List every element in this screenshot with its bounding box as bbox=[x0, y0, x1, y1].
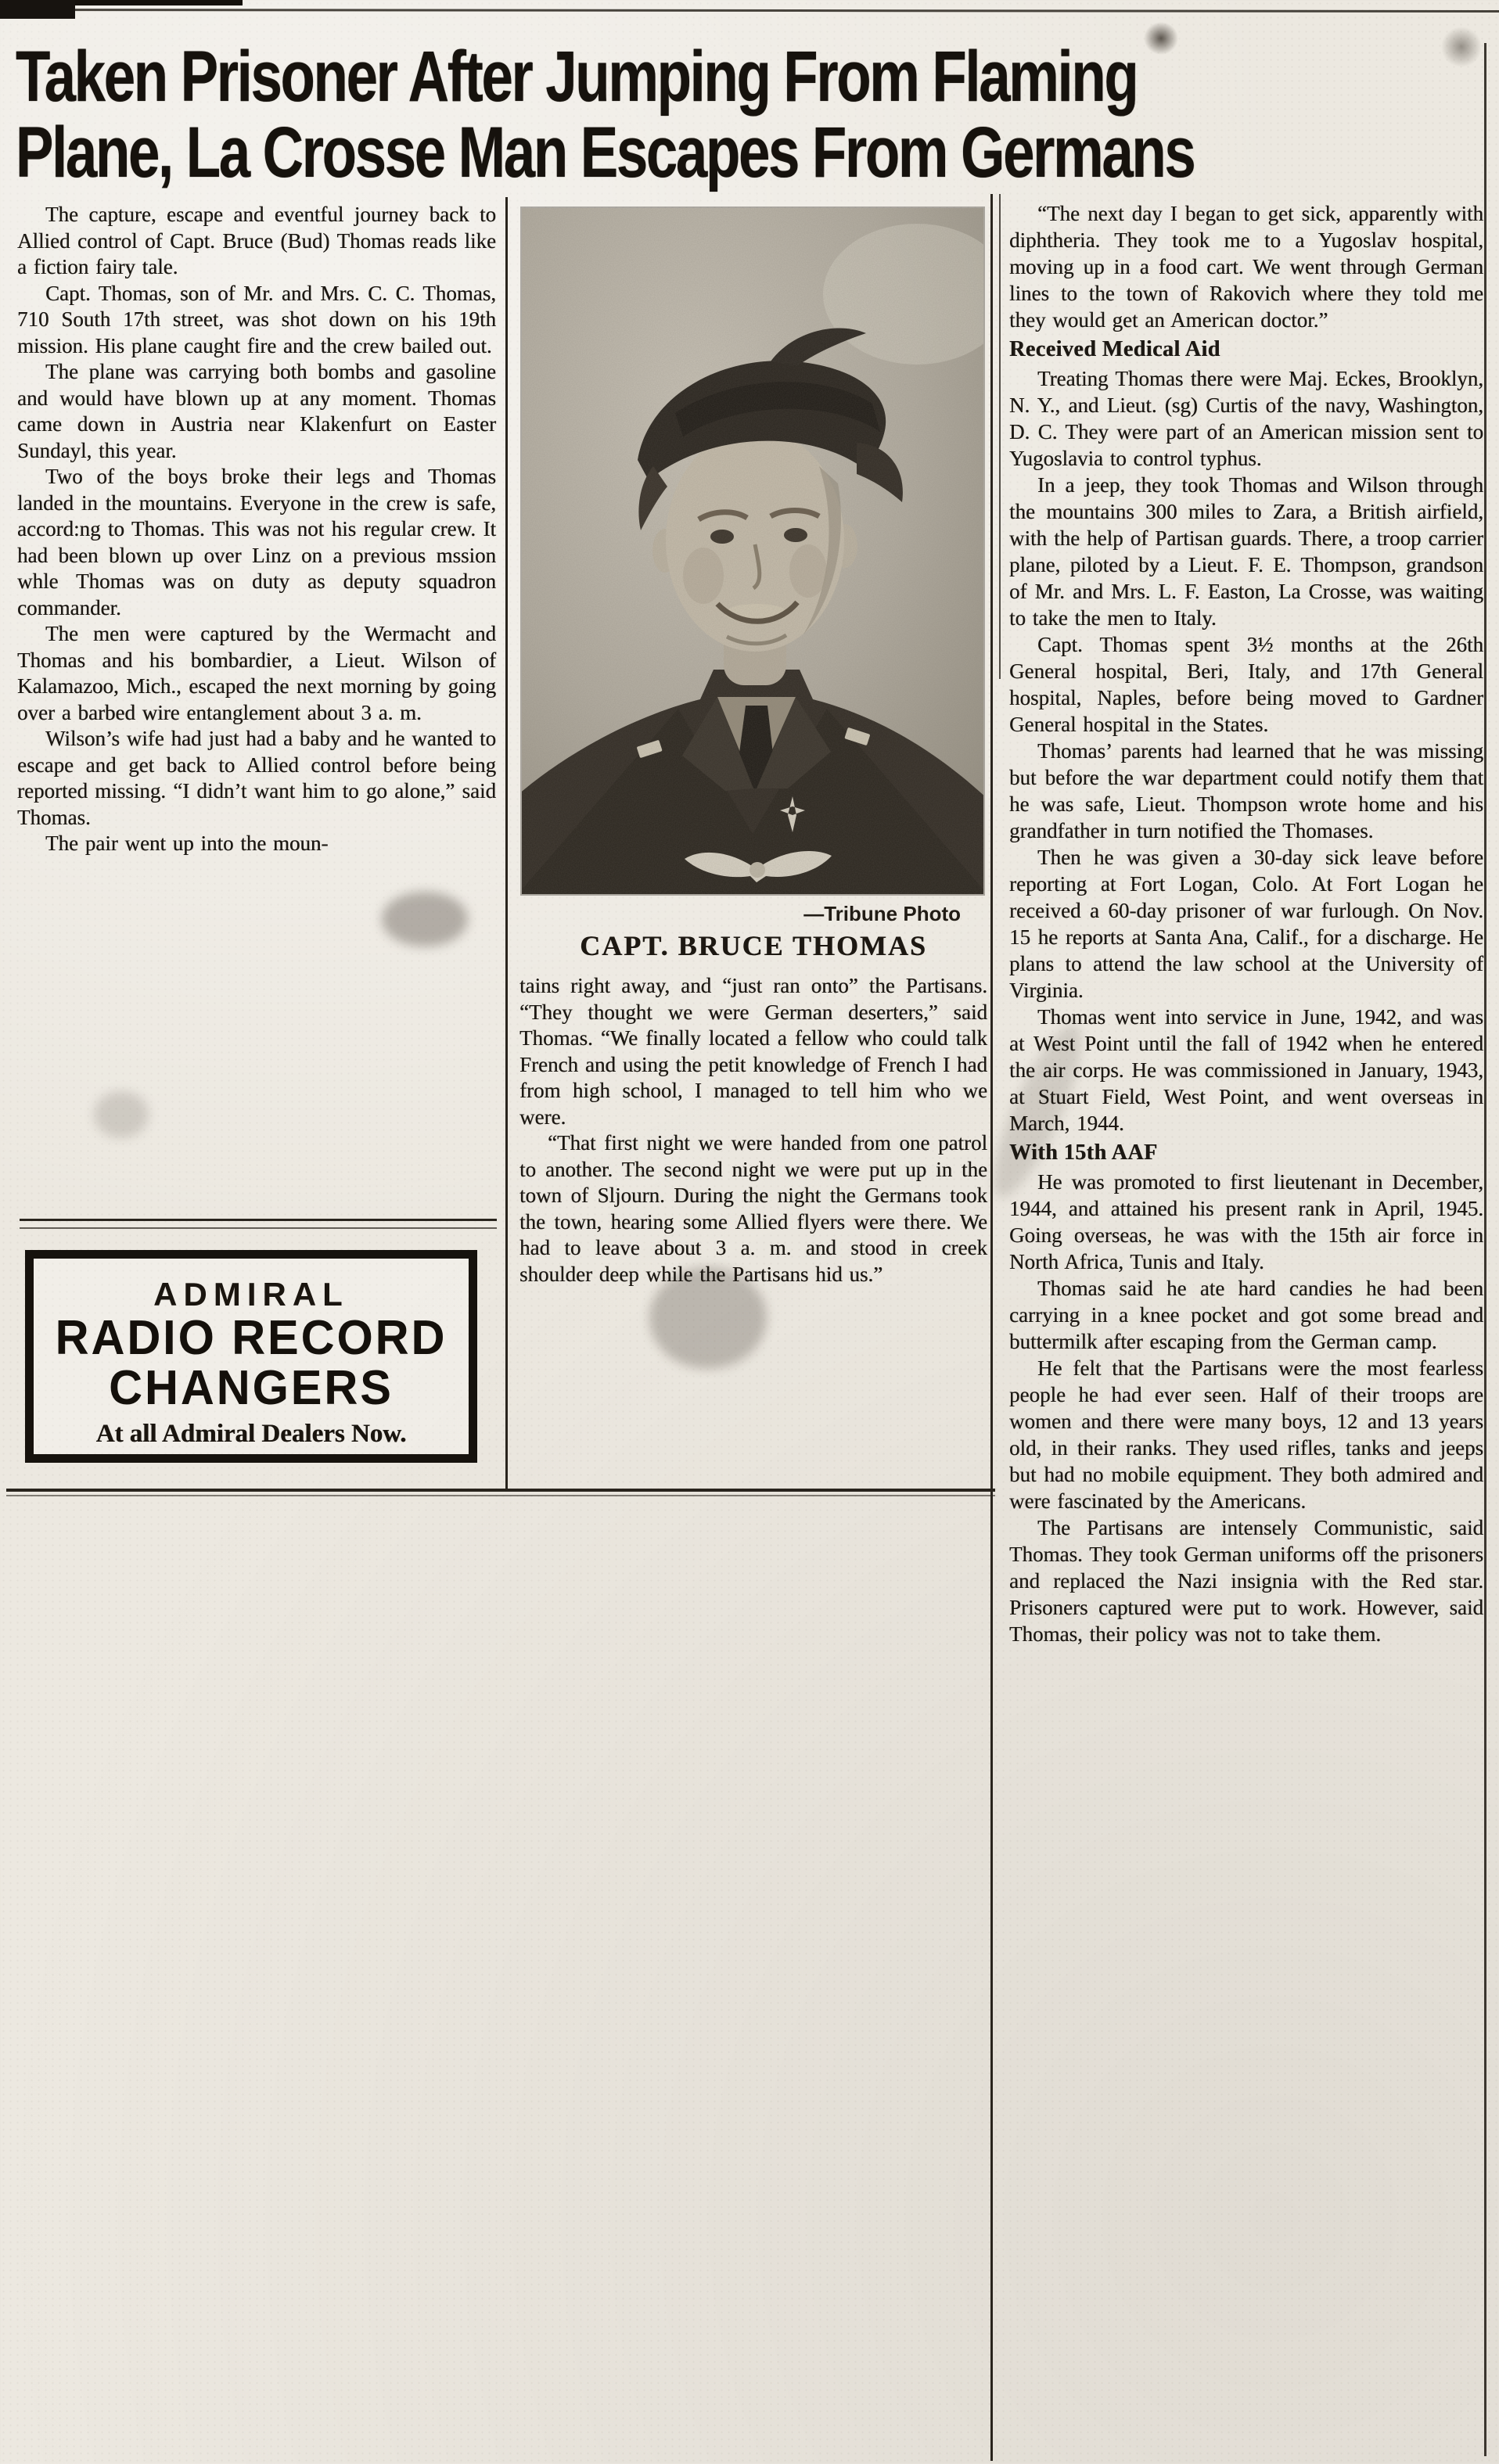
article-paragraph: “The next day I began to get sick, apparently with diphtheria. They took me to a Yugoslav hospital, moving up in a food cart. We went through German lines to the town of Rakovich where they told me they would get an American doctor.” bbox=[1009, 202, 1483, 332]
ad-brand-name: ADMIRAL bbox=[153, 1276, 349, 1313]
article-bottom-rule bbox=[6, 1495, 995, 1496]
article-paragraph: Treating Thomas there were Maj. Eckes, Brooklyn, N. Y., and Lieut. (sg) Curtis of the navy, Washington, D. C. They were part of an American mission sent to Yugoslavia to control typhus. bbox=[1009, 367, 1483, 470]
divider-rule bbox=[20, 1219, 497, 1221]
article-paragraph: The plane was carrying both bombs and gasoline and would have blown up at any moment. Thomas came down in Austria near Klakenfurt on Easter Sundayl, this year. bbox=[17, 360, 496, 462]
article-headline bbox=[16, 39, 1499, 191]
article-paragraph: The pair went up into the moun- bbox=[45, 832, 329, 855]
photo-credit: —Tribune Photo bbox=[803, 902, 961, 925]
section-subhead-received-medical-aid: Received Medical Aid bbox=[1009, 337, 1220, 361]
article-paragraph: tains right away, and “just ran onto” the Partisans. “They thought we were German deserters,” said Thomas. “We finally located a fellow who could talk French and using the petit knowledge of French I had from high school, I managed to tell him who we were. bbox=[519, 974, 987, 1129]
torn-top-edge bbox=[0, 9, 1499, 13]
headline-line-1: Taken Prisoner After Jumping From Flaming bbox=[16, 37, 1138, 117]
scan-corner-mark bbox=[0, 0, 75, 19]
article-paragraph: In a jeep, they took Thomas and Wilson through the mountains 300 miles to Zara, a British airfield, with the help of Partisan guards. There, a troop carrier plane, piloted by a Lieut. F. E. Thompson, grandson of Mr. and Mrs. L. F. Easton, La Crosse, was waiting to take the men to Italy. bbox=[1009, 473, 1483, 630]
left-column bbox=[17, 202, 496, 857]
article-paragraph: He felt that the Partisans were the most fearless people he had ever seen. Half of their troops are women and there were many boys, 12 and 13 years old, in their ranks. They used rifles, tanks and jeeps but had no mobile equipment. They both admired and were fascinated by the Americans. bbox=[1009, 1356, 1483, 1513]
article-paragraph: Thomas went into service in June, 1942, and was at West Point until the fall of 1942 when he entered the air corps. He was commissioned in January, 1943, at Stuart Field, West Point, and went overseas in March, 1944. bbox=[1009, 1005, 1483, 1135]
photo-caption: CAPT. BRUCE THOMAS bbox=[580, 930, 927, 961]
article-paragraph: Thomas’ parents had learned that he was missing but before the war department could notify them that he was safe, Lieut. Thompson wrote home and his grandfather in turn notified the Thomases. bbox=[1009, 739, 1483, 842]
ad-product-line-2: CHANGERS bbox=[109, 1361, 394, 1415]
column-rule-right bbox=[1484, 43, 1486, 2456]
article-bottom-rule bbox=[6, 1489, 995, 1492]
portrait-photo bbox=[522, 208, 983, 894]
divider-rule bbox=[20, 1227, 497, 1229]
article-paragraph: Two of the boys broke their legs and Thomas landed in the mountains. Everyone in the crew is safe, accord:ng to Thomas. This was not his regular crew. It had been blown up over Linz on a previous mssion whle Thomas was on duty as deputy squadron commander. bbox=[17, 465, 496, 620]
article-paragraph: “That first night we were handed from one patrol to another. The second night we were put up in the town of Sljourn. During the night the Germans took the town, hearing some Allied flyers were there. We had to leave about 3 a. m. and stood in creek shoulder deep while the Partisans hid us.” bbox=[519, 1131, 987, 1286]
admiral-advertisement bbox=[25, 1250, 477, 1463]
article-paragraph: The men were captured by the Wermacht and Thomas and his bombardier, a Lieut. Wilson of Kalamazoo, Mich., escaped the next morning by going over a barbed wire entanglement about 3 a. m. bbox=[17, 622, 496, 724]
column-rule-left bbox=[505, 197, 508, 1492]
middle-column bbox=[519, 196, 987, 1288]
article-paragraph: Thomas said he ate hard candies he had been carrying in a knee pocket and got some bread and buttermilk after escaping from the German camp. bbox=[1009, 1277, 1483, 1353]
article-paragraph: Capt. Thomas spent 3½ months at the 26th General hospital, Beri, Italy, and 17th General hospital, Naples, before being moved to Gardner General hospital in the States. bbox=[1009, 633, 1483, 736]
article-paragraph: Wilson’s wife had just had a baby and he wanted to escape and get back to Allied control before being reported missing. “I didn’t want him to go alone,” said Thomas. bbox=[17, 727, 496, 829]
ink-smudge bbox=[94, 1091, 149, 1138]
section-subhead-with-15th-aaf: With 15th AAF bbox=[1009, 1140, 1158, 1165]
article-paragraph: The Partisans are intensely Communistic, said Thomas. They took German uniforms off the prisoners and replaced the Nazi insignia with the Red star. Prisoners captured were put to work. However, said Thomas, their policy was not to take them. bbox=[1009, 1516, 1483, 1646]
article-paragraph: Then he was given a 30-day sick leave before reporting at Fort Logan, Colo. At Fort Logan he received a 60-day prisoner of war furlough. On Nov. 15 he reports at Santa Ana, Calif., for a discharge. He plans to attend the law school at the University of Virginia. bbox=[1009, 846, 1483, 1002]
column-rule-middle bbox=[990, 194, 993, 2461]
ad-product-line-1: RADIO RECORD bbox=[55, 1311, 448, 1365]
column-rule-middle-double bbox=[999, 194, 1001, 679]
portrait-photo-art bbox=[522, 208, 983, 894]
right-column bbox=[1009, 200, 1483, 1647]
article-paragraph: He was promoted to first lieutenant in December, 1944, and attained his present rank in April, 1945. Going overseas, he was with the 15th air force in North Africa, Tunis and Italy. bbox=[1009, 1170, 1483, 1273]
ad-tagline: At all Admiral Dealers Now. bbox=[95, 1420, 407, 1448]
article-paragraph: Capt. Thomas, son of Mr. and Mrs. C. C. Thomas, 710 South 17th street, was shot down on his 19th mission. His plane caught fire and the crew bailed out. bbox=[17, 281, 496, 357]
headline-line-2: Plane, La Crosse Man Escapes From Germans bbox=[16, 113, 1195, 192]
article-paragraph: The capture, escape and eventful journey back to Allied control of Capt. Bruce (Bud) Thomas reads like a fiction fairy tale. bbox=[17, 203, 496, 278]
ink-smudge bbox=[382, 892, 468, 946]
